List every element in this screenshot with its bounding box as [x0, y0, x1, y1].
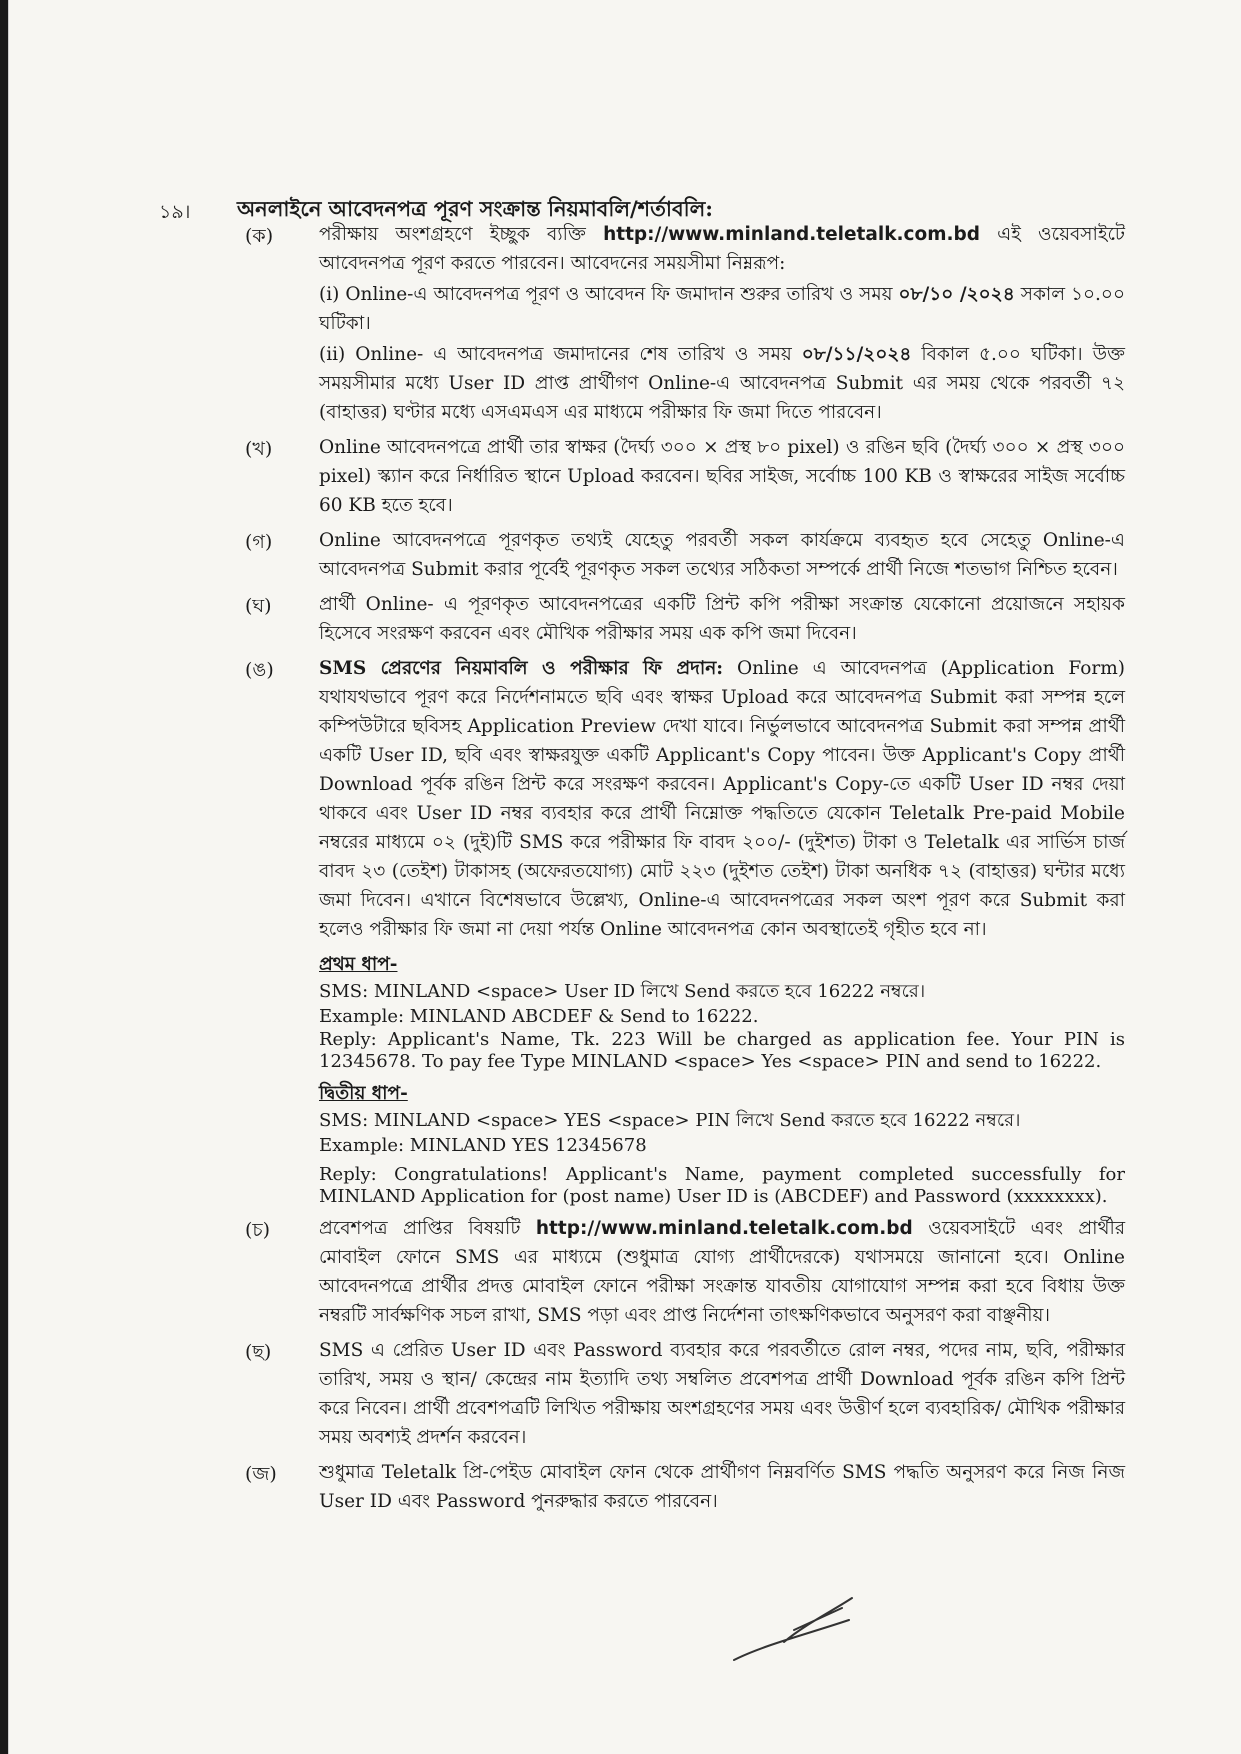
sub-item-text: Online- এ আবেদনপত্র জমাদানের শেষ তারিখ ও সময়: [355, 344, 792, 365]
step-one-example: Example: MINLAND ABCDEF & Send to 16222.: [319, 1006, 759, 1027]
item-text: Online আবেদনপত্রে প্রার্থী তার স্বাক্ষর (দৈর্ঘ্য ৩০০ × প্রস্থ ৮০ pixel) ও রঙিন ছবি (দৈর্ঘ্য ৩০০ × প্রস্থ ৩০০ pixel) স্ক্যান করে নির্ধারিত স্থানে Upload করবেন। ছবির সাইজ, সর্বোচ্চ 100 KB ও স্বাক্ষরের সাইজ সর্বোচ্চ 60 KB হতে হবে।: [319, 437, 1125, 516]
item-text: ওয়েবসাইটে এবং প্রার্থীর মোবাইল ফোনে SMS এর মাধ্যমে (শুধুমাত্র যোগ্য প্রার্থীদেরকে) যথাসময়ে জানানো হবে। Online আবেদনপত্রে প্রার্থীর প্রদত্ত মোবাইল ফোনে পরীক্ষা সংক্রান্ত যাবতীয় যোগাযোগ সম্পন্ন করা হবে বিধায় উক্ত নম্বরটি সার্বক্ষণিক সচল রাখা, SMS পড়া এবং প্রাপ্ত নির্দেশনা তাৎক্ষণিকভাবে অনুসরণ করা বাঞ্ছনীয়।: [319, 1218, 1125, 1326]
item-label: (চ): [245, 1219, 271, 1241]
item-label: (ছ): [245, 1341, 272, 1363]
start-date: ০৮/১০ /২০২৪: [898, 284, 1015, 305]
item-label: (গ): [245, 531, 273, 553]
step-two-title: দ্বিতীয় ধাপ-: [319, 1083, 408, 1104]
website-link[interactable]: http://www.minland.teletalk.com.bd: [603, 224, 980, 245]
item-text: SMS এ প্রেরিত User ID এবং Password ব্যবহার করে পরবর্তীতে রোল নম্বর, পদের নাম, ছবি, পরীক্ষার তারিখ, সময় ও স্থান/ কেন্দ্রের নাম ইত্যাদি তথ্য সম্বলিত প্রবেশপত্র প্রার্থী Download পূর্বক রঙিন কপি প্রিন্ট করে নিবেন। প্রার্থী প্রবেশপত্রটি লিখিত পরীক্ষায় অংশগ্রহণের সময় এবং উত্তীর্ণ হলে ব্যবহারিক/ মৌখিক পরীক্ষার সময় অবশ্যই প্রদর্শন করবেন।: [319, 1340, 1125, 1448]
sub-item-tail: বিকাল ৫.০০ ঘটিকা। উক্ত সময়সীমার মধ্যে User ID প্রাপ্ত প্রার্থীগণ Online-এ আবেদনপত্র Submit এর সময় থেকে পরবর্তী ৭২ (বাহাত্তর) ঘণ্টার মধ্যে এসএমএস এর মাধ্যমে পরীক্ষার ফি জমা দিতে পারবেন।: [319, 344, 1125, 423]
step-one-title: প্রথম ধাপ-: [319, 954, 398, 975]
sub-item-ii: [319, 340, 1125, 427]
rule-item-gha: [245, 590, 1125, 648]
section-number: ১৯।: [159, 201, 191, 223]
rule-item-ga: [245, 526, 1125, 584]
sub-item-text: Online-এ আবেদনপত্র পূরণ ও আবেদন ফি জমাদান শুরুর তারিখ ও সময়: [345, 284, 893, 305]
step-one-sms: SMS: MINLAND <space> User ID লিখে Send করতে হবে 16222 নম্বরে।: [319, 981, 926, 1002]
section-title: অনলাইনে আবেদনপত্র পূরণ সংক্রান্ত নিয়মাবলি/শর্তাবলি:: [237, 196, 714, 221]
item-content: [319, 220, 1125, 427]
item-text: পরীক্ষায় অংশগ্রহণে ইচ্ছুক ব্যক্তি: [319, 224, 586, 245]
item-label: (খ): [245, 438, 273, 460]
rule-item-kha: [245, 433, 1125, 520]
rule-item-chha: [245, 1336, 1125, 1452]
item-text: শুধুমাত্র Teletalk প্রি-পেইড মোবাইল ফোন থেকে প্রার্থীগণ নিম্নবর্ণিত SMS পদ্ধতি অনুসরণ করে নিজ নিজ User ID এবং Password পুনরুদ্ধার করতে পারবেন।: [319, 1462, 1125, 1512]
item-label: (ঙ): [245, 659, 274, 681]
item-label: (জ): [245, 1463, 277, 1485]
item-text: প্রবেশপত্র প্রাপ্তির বিষয়টি: [319, 1218, 521, 1239]
rule-item-ja: [245, 1458, 1125, 1516]
sub-item-i: [319, 280, 1125, 338]
item-label: (ক): [245, 225, 274, 247]
step-two-sms: SMS: MINLAND <space> YES <space> PIN লিখে Send করতে হবে 16222 নম্বরে।: [319, 1110, 1021, 1131]
rules-list: [245, 220, 1125, 1522]
signature-mark: [724, 1590, 864, 1670]
step-two-example: Example: MINLAND YES 12345678: [319, 1135, 647, 1156]
item-content: [319, 654, 1125, 1208]
website-link[interactable]: http://www.minland.teletalk.com.bd: [535, 1218, 913, 1239]
sub-item-tail: সকাল ১০.০০ ঘটিকা।: [319, 284, 1125, 334]
item-content: [319, 1214, 1125, 1330]
item-label: (ঘ): [245, 595, 272, 617]
rule-item-uma: [245, 654, 1125, 1208]
sms-rules-heading: SMS প্রেরণের নিয়মাবলি ও পরীক্ষার ফি প্রদান:: [319, 658, 724, 679]
item-text: এই ওয়েবসাইটে আবেদনপত্র পূরণ করতে পারবেন। আবেদনের সময়সীমা নিম্নরূপ:: [319, 224, 1125, 274]
step-one-reply: Reply: Applicant's Name, Tk. 223 Will be charged as application fee. Your PIN is 12345678. To pay fee Type MINLAND <space> Yes <space> PIN and send to 16222.: [319, 1029, 1125, 1072]
document-page: [8, 0, 1241, 1754]
rule-item-cha: [245, 1214, 1125, 1330]
rule-item-ka: [245, 220, 1125, 427]
item-text: প্রার্থী Online- এ পূরণকৃত আবেদনপত্রের একটি প্রিন্ট কপি পরীক্ষা সংক্রান্ত যেকোনো প্রয়োজনে সহায়ক হিসেবে সংরক্ষণ করবেন এবং মৌখিক পরীক্ষার সময় এক কপি জমা দিবেন।: [319, 594, 1125, 644]
item-text: Online আবেদনপত্রে পূরণকৃত তথ্যই যেহেতু পরবর্তী সকল কার্যক্রমে ব্যবহৃত হবে সেহেতু Online-এ আবেদনপত্র Submit করার পূর্বেই পূরণকৃত সকল তথ্যের সঠিকতা সম্পর্কে প্রার্থী নিজে শতভাগ নিশ্চিত হবেন।: [319, 530, 1125, 580]
end-date: ০৮/১১/২০২৪: [801, 344, 912, 365]
step-two-reply: Reply: Congratulations! Applicant's Name, payment completed successfully for MINLAND Application for (post name) User ID is (ABCDEF) and Password (xxxxxxxx).: [319, 1164, 1125, 1207]
sub-item-label: (i): [319, 284, 340, 305]
sub-item-label: (ii): [319, 344, 346, 365]
item-text: Online এ আবেদনপত্র (Application Form) যথাযথভাবে পূরণ করে নির্দেশনামতে ছবি এবং স্বাক্ষর Upload করে আবেদনপত্র Submit করা সম্পন্ন হলে কম্পিউটারে ছবিসহ Application Preview দেখা যাবে। নির্ভুলভাবে আবেদনপত্র Submit করা সম্পন্ন প্রার্থী একটি User ID, ছবি এবং স্বাক্ষরযুক্ত একটি Applicant's Copy পাবেন। উক্ত Applicant's Copy প্রার্থী Download পূর্বক রঙিন প্রিন্ট করে সংরক্ষণ করবেন। Applicant's Copy-তে একটি User ID নম্বর দেয়া থাকবে এবং User ID নম্বর ব্যবহার করে প্রার্থী নিম্নোক্ত পদ্ধতিতে যেকোন Teletalk Pre-paid Mobile নম্বরের মাধ্যমে ০২ (দুই)টি SMS করে পরীক্ষার ফি বাবদ ২০০/- (দুইশত) টাকা ও Teletalk এর সার্ভিস চার্জ বাবদ ২৩ (তেইশ) টাকাসহ (অফেরতযোগ্য) মোট ২২৩ (দুইশত তেইশ) টাকা অনধিক ৭২ (বাহাত্তর) ঘন্টার মধ্যে জমা দিবেন। এখানে বিশেষভাবে উল্লেখ্য, Online-এ আবেদনপত্রের সকল অংশ পূরণ করে Submit করা হলেও পরীক্ষার ফি জমা না দেয়া পর্যন্ত Online আবেদনপত্র কোন অবস্থাতেই গৃহীত হবে না।: [319, 658, 1125, 940]
